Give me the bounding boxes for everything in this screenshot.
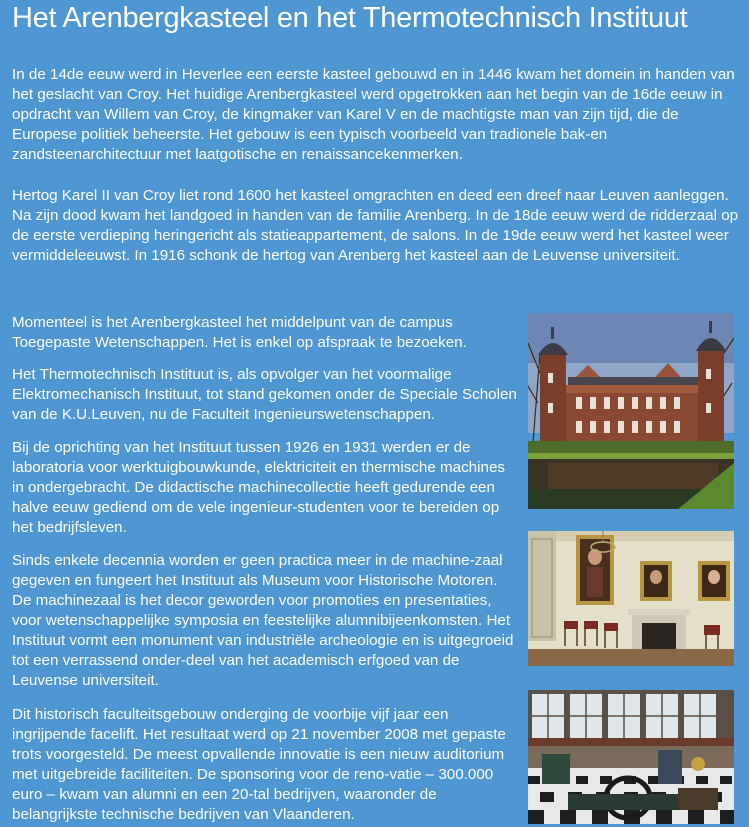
paragraph-history: In de 14de eeuw werd in Heverlee een eerste kasteel gebouwd en in 1446 kwam het domein in handen van het geslacht van Croy. Het huidige Arenbergkasteel werd opgetrokken aan het begin van de 16de eeuw in opdracht van Willem van Croy, de kingmaker van Karel V en de machtigste man van zijn tijd, die de Europese politiek beheerste. Het gebouw is een typisch voorbeeld van tradionele bak-en zandsteenarchitectuur met laatgotische en renaissancekenmerken. [12, 66, 735, 163]
paragraph-founding: Bij de oprichting van het Instituut tussen 1926 en 1931 werden er de laboratoria voor werktuigbouwkunde, elektriciteit en thermische machines in ondergebracht. De didactische machinecollectie heeft gedurende een halve eeuw gediend om de vele ingenieur-studenten voor te bereiden op het bedrijfsleven. [12, 439, 505, 536]
paragraph-campus: Momenteel is het Arenbergkasteel het middelpunt van de campus Toegepaste Wetenschappen. Het is enkel op afspraak te bezoeken. [12, 314, 467, 351]
machine-hall-photo [528, 690, 734, 824]
paragraph-museum: Sinds enkele decennia worden er geen practica meer in de machine-zaal gegeven en fungeert het Instituut als Museum voor Historische Motoren. De machinezaal is het decor geworden voor promoties en presentaties, voor wetenschappelijke symposia en feestelijke alumnibijeenkomsten. Het Instituut vormt een monument van industriële archeologie en is uitgegroeid tot een verrassend onder-deel van het academisch erfgoed van de Leuvense universiteit. [12, 552, 514, 689]
page-title: Het Arenbergkasteel en het Thermotechnisch Instituut [12, 2, 688, 34]
paragraph-renovation: Dit historisch faculteitsgebouw onderging de voorbije vijf jaar een ingrijpende facelift. Het resultaat werd op 21 november 2008 met gepaste trots voorgesteld. De meest opvallende innovatie is een nieuw auditorium met uitgebreide faciliteiten. De sponsoring voor de reno-vatie – 300.000 euro – kwam van alumni en een 20-tal bedrijven, waaronder de belangrijkste technische bedrijven van Vlaanderen. [12, 706, 506, 823]
salon-photo [528, 531, 734, 666]
paragraph-arenberg-family: Hertog Karel II van Croy liet rond 1600 het kasteel omgrachten en deed een dreef naar Leuven aanleggen. Na zijn dood kwam het landgoed in handen van de familie Arenberg. In de 18de eeuw werd de ridderzaal op de eerste verdieping heringericht als statieappartement, de salons. In de 19de eeuw werd het kasteel weer vermiddeleeuwst. In 1916 schonk de hertog van Arenberg het kasteel aan de Leuvense universiteit. [12, 187, 739, 264]
castle-photo [528, 313, 734, 509]
paragraph-institute: Het Thermotechnisch Instituut is, als opvolger van het voormalige Elektromechanisch Instituut, tot stand gekomen onder de Speciale Scholen van de K.U.Leuven, nu de Faculteit Ingenieurswetenschappen. [12, 366, 517, 423]
